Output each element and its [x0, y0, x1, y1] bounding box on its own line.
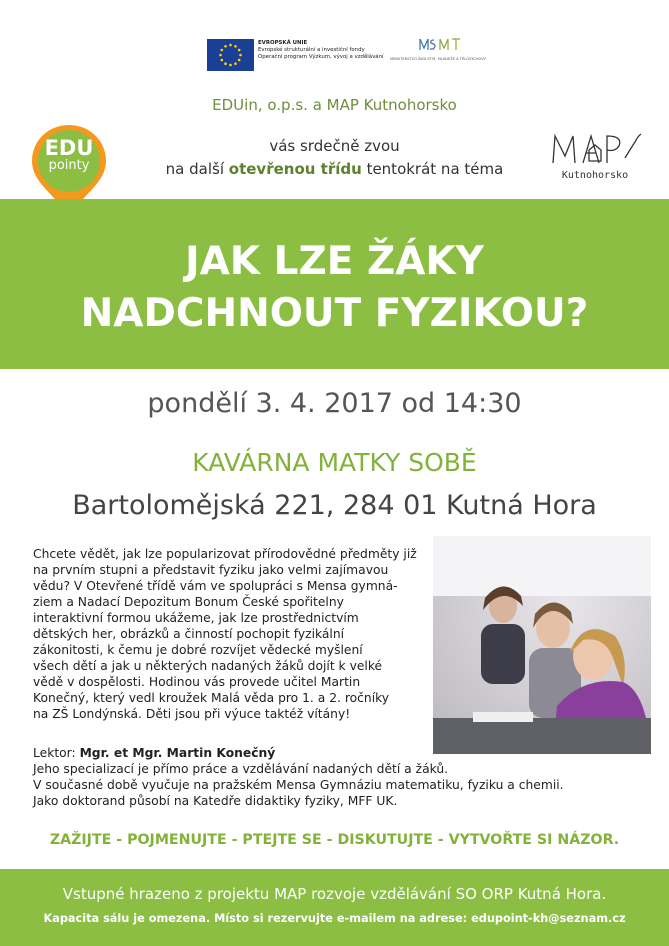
- footer-band: [0, 869, 669, 946]
- description-line: na ZŠ Londýnská. Děti jsou při výuce taktéž vítány!: [33, 707, 351, 721]
- msmt-logo-icon: [390, 36, 486, 74]
- lector-name: Mgr. et Mgr. Martin Konečný: [79, 746, 276, 760]
- title-line-2: NADCHNOUT FYZIKOU?: [80, 291, 589, 336]
- eu-text-line2: Evropské strukturální a investiční fondy: [258, 47, 365, 53]
- edu-badge-main: EDU: [44, 136, 94, 160]
- capacity-note: Kapacita sálu je omezena. Místo si rezervujte e-mailem na adrese: edupoint-kh@seznam.cz: [43, 912, 626, 925]
- msmt-caption: MINISTERSTVO ŠKOLSTVÍ, MLÁDEŽE A TĚLOVÝCHOVY: [390, 57, 486, 61]
- lector-label: Lektor:: [33, 746, 80, 760]
- lector-block: [33, 745, 633, 809]
- lector-heading: [33, 745, 633, 761]
- event-date: pondělí 3. 4. 2017 od 14:30: [147, 388, 522, 419]
- invite-line-2-post: tentokrát na téma: [361, 160, 504, 178]
- eu-text-line1: EVROPSKÁ UNIE: [258, 40, 308, 46]
- title-band: [0, 199, 669, 369]
- description-line: vědě v dospělosti. Hodinou vás provede učitel Martin: [33, 675, 361, 689]
- description: [33, 546, 443, 722]
- description-line: ziem a Nadací Depozitum Bonum České spořitelny: [33, 595, 344, 609]
- funding-note: Vstupné hrazeno z projektu MAP rozvoje vzdělávání SO ORP Kutná Hora.: [62, 885, 607, 903]
- description-line: vědu? V Otevřené třídě vám ve spolupráci s Mensa gymná-: [33, 579, 398, 593]
- lector-line: Jeho specializací je přímo práce a vzdělávání nadaných dětí a žáků.: [33, 762, 449, 776]
- description-line: zákonitosti, k čemu je dobré rozvíjet vědecké myšlení: [33, 643, 363, 657]
- eu-text-line3: Operační program Výzkum, vývoj a vzdělávání: [258, 54, 384, 60]
- description-line: dětských her, obrázků a činností pochopit fyzikální: [33, 627, 345, 641]
- lector-line: Jako doktorand působí na Katedře didaktiky fyziky, MFF UK.: [33, 794, 398, 808]
- organizers-line: EDUin, o.p.s. a MAP Kutnohorsko: [212, 96, 457, 114]
- event-venue: KAVÁRNA MATKY SOBĚ: [192, 448, 477, 477]
- description-line: Konečný, který vedl kroužek Malá věda pro 1. a 2. ročníky: [33, 691, 390, 705]
- slogan: ZAŽIJTE - POJMENUJTE - PTEJTE SE - DISKUTUJTE - VYTVOŘTE SI NÁZOR.: [49, 832, 620, 848]
- map-logo-name: Kutnohorsko: [561, 170, 629, 181]
- lector-line: V současné době vyučuje na pražském Mensa Gymnáziu matematiku, fyziku a chemii.: [33, 778, 564, 792]
- eu-flag-icon: [207, 39, 254, 71]
- invite-line-2-bold: otevřenou třídu: [228, 160, 362, 178]
- description-line: interaktivní formou ukážeme, jak lze prostřednictvím: [33, 611, 359, 625]
- invite-line-1: vás srdečně zvou: [269, 137, 400, 155]
- description-line: Chcete vědět, jak lze popularizovat přírodovědné předměty již: [33, 547, 417, 561]
- invite-line-2-pre: na další: [165, 160, 229, 178]
- edu-badge-sub: pointy: [48, 158, 90, 173]
- description-line: na prvním stupni a představit fyziku jako velmi zajímavou: [33, 563, 389, 577]
- eu-logo-text: [258, 40, 398, 61]
- classroom-photo: [433, 536, 651, 754]
- description-line: všech dětí a jak u některých nadaných žáků dojít k velké: [33, 659, 383, 673]
- title-line-1: JAK LZE ŽÁKY: [185, 239, 484, 284]
- event-address: Bartolomějská 221, 284 01 Kutná Hora: [72, 490, 597, 521]
